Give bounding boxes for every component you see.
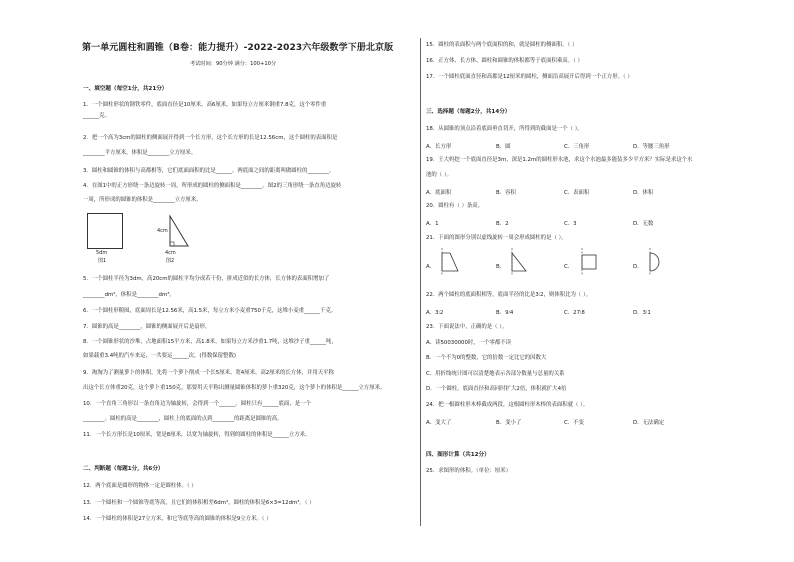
question-11: 11．一个长方形长是10厘米，宽是8厘米，以宽为轴旋转，得到的圆柱的体积是______立方米。 xyxy=(83,432,311,438)
question-8: 8．一个圆锥形状的沙堆，占地面积15平方米，高1.8米，如果每立方米沙重1.7吨，这堆沙子重______吨， xyxy=(83,339,337,345)
q19-option-a: A．底面积 xyxy=(426,190,452,196)
q23-option-d: D．一个圆柱，底面直径和高同时扩大2倍，体积就扩大4倍 xyxy=(426,386,567,392)
q18-option-c: C．三角形 xyxy=(564,144,590,150)
question-19: 19．王大妈挖一个底面直径是3m，深是1.2m的圆柱形水池，求这个水池最多能装多少平方米？实际是求这个水 xyxy=(426,157,693,163)
question-2: 2．把一个高为3cm的圆柱的侧面展开得到一个长方形，这个长方形的长是12.56cm，这个圆柱的表面积是 xyxy=(83,135,338,141)
question-16: 16．正方体、长方体、圆柱和圆锥的体积都等于底面积乘高。（ ） xyxy=(426,58,583,64)
q21-figure-c-rectangle xyxy=(576,248,602,276)
question-23: 23．下面说法中，正确的是（ ）。 xyxy=(426,324,508,330)
question-9-cont: 出这个长方体重20克，这个萝卜重150克。那要用天平称出测量圆锥体积的萝卜重320克，这个萝卜的体积是______立方厘米。 xyxy=(83,385,386,391)
figure-2-name: 图2 xyxy=(166,258,175,264)
question-12: 12．两个底面是圆形的物体一定是圆柱体。（ ） xyxy=(83,483,197,489)
q23-option-c: C．用折线统计图可以清楚地表示各部分数量与总量的关系 xyxy=(426,371,565,377)
question-13: 13．一个圆柱和一个圆锥等底等高，且它们的体积相差6dm³，圆柱的体积是6×3=12dm³。（ ） xyxy=(83,500,315,506)
question-22: 22．两个圆柱的底面积相等，底面半径的比是3∶2，则体积比为（ ）。 xyxy=(426,292,592,298)
question-21: 21．下面的图形分别以虚线旋转一周会形成圆柱的是（ ）。 xyxy=(426,235,567,241)
question-4: 4．在图1中的正方形绕一条边旋转一周，所形成的圆柱的侧面积是________。图2的三角形绕一条直角边旋转 xyxy=(83,183,342,189)
q21-figure-b-triangle xyxy=(506,248,532,276)
q19-option-c: C．表面积 xyxy=(564,190,590,196)
figure-2-base-label: 4cm xyxy=(165,250,176,256)
section-choice: 三、选择题（每题2分，共14分） xyxy=(426,109,511,115)
q22-option-d: D．3∶1 xyxy=(633,310,651,316)
question-17: 17．一个圆柱底面直径和高都是12厘米的圆柱，侧面沿高展开后得到一个正方形。（ ） xyxy=(426,74,633,80)
column-divider xyxy=(420,38,421,526)
figure-1-square xyxy=(87,213,123,249)
question-10: 10．一个直角三角形以一条直角边为轴旋转，会得到一个______。圆柱只有______底面，是一个 xyxy=(83,401,311,407)
question-15: 15．圆柱的表面积与两个底面积的和，就是圆柱的侧面积。（ ） xyxy=(426,42,578,48)
figure-2-side-label: 4cm xyxy=(157,228,168,234)
q22-option-b: B．9∶4 xyxy=(496,310,514,316)
q21-option-c: C． xyxy=(564,264,574,270)
question-1-cont: ______克。 xyxy=(83,113,110,119)
q21-figure-a-trapezoid xyxy=(436,248,462,276)
section-true-false: 二、判断题（每题1分，共6分） xyxy=(83,466,164,472)
q23-option-b: B．一个不为0的整数，它的倍数一定比它的因数大 xyxy=(426,355,547,361)
q18-option-d: D．等腰三角形 xyxy=(633,144,670,150)
figure-1-name: 图1 xyxy=(98,258,107,264)
q24-option-c: C．不变 xyxy=(564,420,584,426)
question-14: 14．一个圆柱的体积是27立方米，和它等底等高的圆锥的体积是9立方米。（ ） xyxy=(83,516,272,522)
question-10-cont: ________。圆柱的高是________，圆柱上的底面的点到________的距离是圆锥的高。 xyxy=(83,416,283,422)
q22-option-c: C．27∶8 xyxy=(564,310,585,316)
q22-option-a: A．3∶2 xyxy=(426,310,444,316)
q18-option-b: B．圆 xyxy=(496,144,511,150)
question-1: 1．一个圆柱形状的钢铁零件，底面直径是10厘米，高6厘米，如果每立方厘米钢重7.8克，这个零件重 xyxy=(83,102,327,108)
q19-option-d: D．体积 xyxy=(633,190,654,196)
question-20: 20．圆柱有（ ）条高。 xyxy=(426,203,484,209)
q21-figure-d-semicircle xyxy=(644,248,670,276)
q24-option-b: B．变小了 xyxy=(496,420,522,426)
question-3: 3．圆柱和圆锥的体积与高都相等，它们底面面积的比是______。两底面之间的距离叫做圆柱的________。 xyxy=(83,168,335,174)
question-18: 18．从圆锥的顶点沿着底面垂直切开，所得到的截面是一个（ ）。 xyxy=(426,126,583,132)
page-title: 第一单元圆柱和圆锥（B卷：能力提升）-2022-2023六年级数学下册北京版 xyxy=(82,43,394,53)
question-7: 7．圆锥的高是________，圆锥的侧面展开后是扇形。 xyxy=(83,324,211,330)
q20-option-d: D．无数 xyxy=(633,221,654,227)
q18-option-a: A．长方形 xyxy=(426,144,452,150)
section-calculation: 四、图形计算（共12分） xyxy=(426,452,490,458)
exam-info: 考试时间：90分钟 满分：100+10分 xyxy=(190,61,277,67)
q24-option-a: A．变大了 xyxy=(426,420,452,426)
q20-option-c: C．3 xyxy=(564,221,577,227)
question-5: 5．一个圆柱半径为3dm，高20cm的圆柱平均分成若干份，拼成近似的长方体，长方体的表面积增加了 xyxy=(83,276,330,282)
question-5-cont: ________dm²，体积是________dm³。 xyxy=(83,292,175,298)
q20-option-b: B．2 xyxy=(496,221,509,227)
q24-option-d: D．无法确定 xyxy=(633,420,665,426)
question-2-cont: ________平方厘米，体积是________立方厘米。 xyxy=(83,150,197,156)
q21-option-a: A． xyxy=(426,264,436,270)
q20-option-a: A．1 xyxy=(426,221,439,227)
question-4-cont: 一周，所形成的圆锥的体积是________立方厘米。 xyxy=(83,197,202,203)
section-fill-blank: 一、填空题（每空1分，共21分） xyxy=(83,86,168,92)
q21-option-d: D． xyxy=(633,264,643,270)
figure-1-label: 5dm xyxy=(96,250,108,256)
q21-option-b: B． xyxy=(496,264,506,270)
figure-2-triangle xyxy=(150,214,190,250)
question-9: 9．淘淘为了测量萝卜的体积，先将一个萝卜削成一个长5厘米、宽4厘米、高2厘米的长方体，并用天平称 xyxy=(83,370,334,376)
question-25: 25．求图形的体积。（单位：厘米） xyxy=(426,468,512,474)
question-8-cont: 如果载重3.4吨的汽车来运，一共要运______次。(得数保留整数) xyxy=(83,353,236,359)
q19-option-b: B．容积 xyxy=(496,190,516,196)
question-6: 6．一个圆柱形粮囤，底面周长是12.56米，高1.5米，每立方米小麦重750千克，这堆小麦重______千克。 xyxy=(83,308,337,314)
question-24: 24．把一根圆柱形木棒截成两段，这根圆柱形木棒的表面积就（ ）。 xyxy=(426,402,589,408)
question-19-cont: 池的（ ）。 xyxy=(426,172,452,178)
q23-option-a: A．读50030000时，一个零都不读 xyxy=(426,340,512,346)
